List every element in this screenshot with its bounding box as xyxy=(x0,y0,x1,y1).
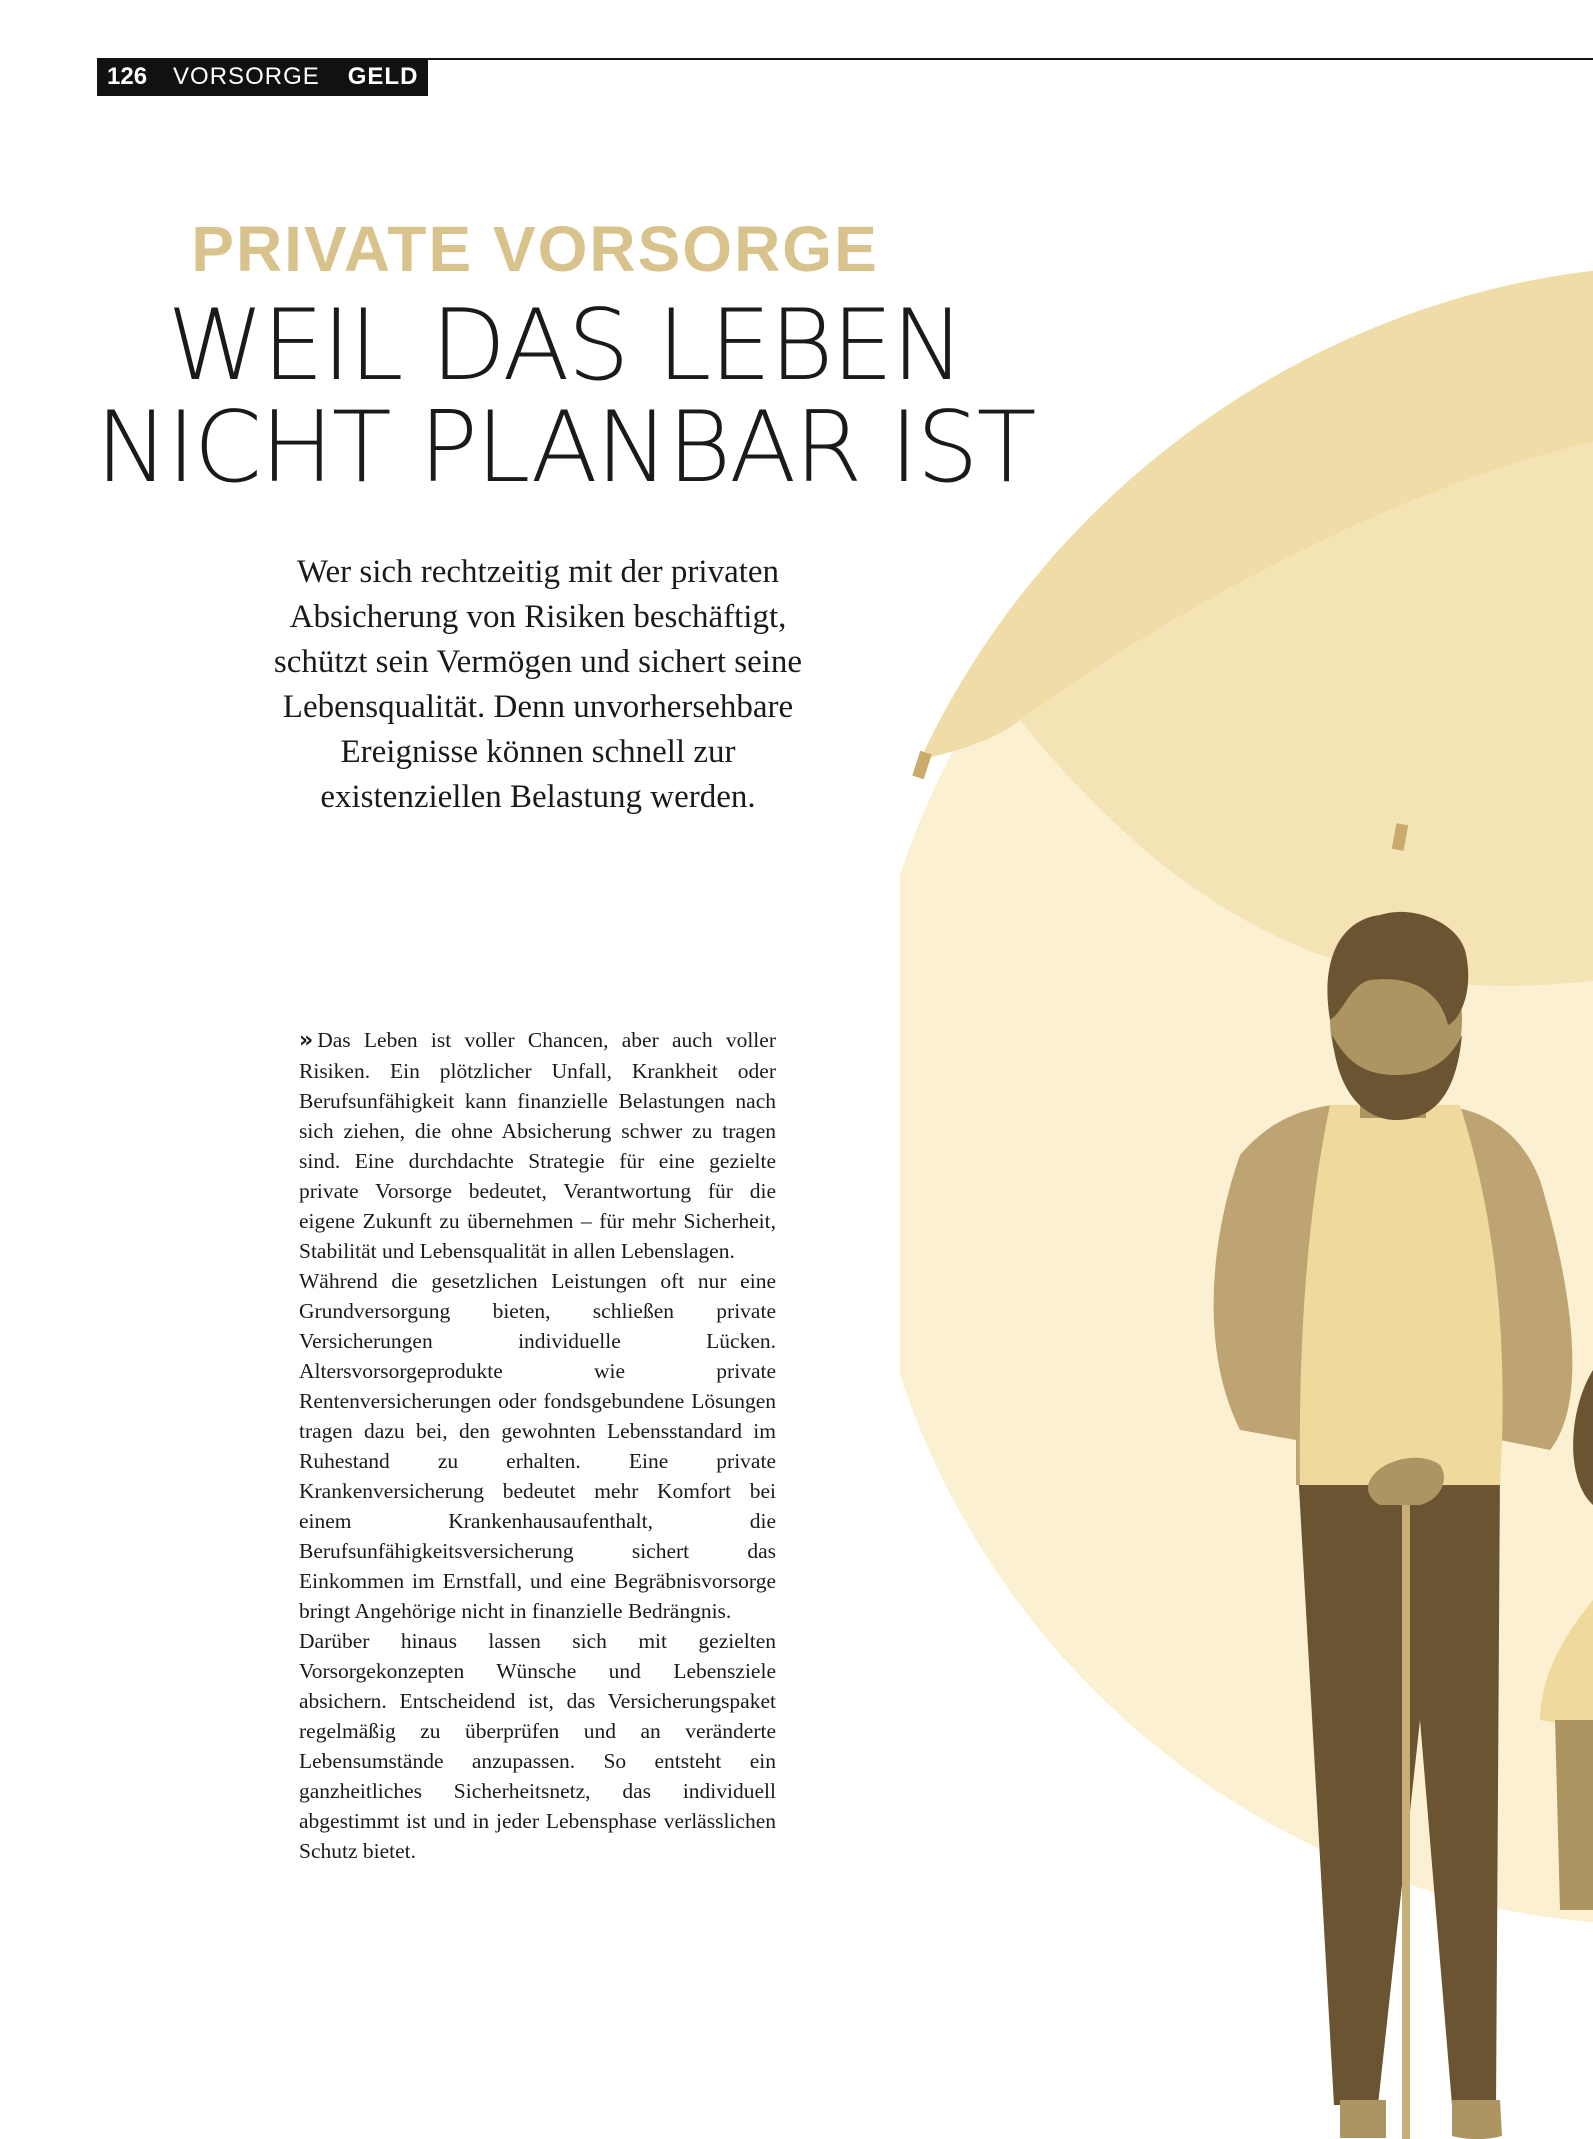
man-shirt xyxy=(1300,1105,1503,1485)
page-number: 126 xyxy=(107,63,148,90)
umbrella-illustration xyxy=(900,120,1593,2139)
headline-line-2: NICHT PLANBAR IST xyxy=(95,391,1035,505)
man-shoe-left xyxy=(1340,2100,1386,2138)
man-shoe-right xyxy=(1452,2100,1502,2139)
kicker: PRIVATE VORSORGE xyxy=(191,213,879,285)
body-paragraph-1-text: Das Leben ist voller Chancen, aber auch voller Risiken. Ein plötzlicher Unfall, Krankheit oder Berufsunfähigkeit kann finanzielle Belastungen nach sich ziehen, die ohne Absicherung schwer zu tragen sind. Eine durchdachte Strategie für eine gezielte private Vorsorge bedeutet, Verantwortung für die eigene Zukunft zu übernehmen – für mehr Sicherheit, Stabilität und Lebensqualität in allen Lebenslagen. xyxy=(299,1028,776,1263)
category-label: GELD xyxy=(347,63,419,90)
body-paragraph-2: Während die gesetzlichen Leistungen oft nur eine Grundversorgung bieten, schließen private Versicherungen individuelle Lücken. Altersvorsorgeprodukte wie private Rentenversicherungen oder fondsgebundene Lösungen tragen dazu bei, den gewohnten Lebensstandard im Ruhestand zu erhalten. Eine private Krankenversicherung bedeutet mehr Komfort bei einem Krankenhausaufenthalt, die Berufsunfähigkeitsversicherung sichert das Einkommen im Ernstfall, und eine Begräbnisvorsorge bringt Angehörige nicht in finanzielle Bedrängnis. xyxy=(299,1269,776,1623)
umbrella-tip-left xyxy=(912,751,931,779)
walking-cane xyxy=(1402,1500,1410,2139)
quote-marker-icon: » xyxy=(299,1028,314,1053)
lead-paragraph: Wer sich rechtzeitig mit der privaten Absicherung von Risiken beschäftigt, schützt sein Vermögen und sichert seine Lebensqualität. Denn unvorhersehbare Ereignisse können schnell zur existenziellen Belastung werden. xyxy=(273,554,803,815)
body-paragraph-1 xyxy=(299,1025,776,1266)
article-body xyxy=(299,1025,776,1866)
second-figure-arm xyxy=(1555,1720,1593,1910)
man-trousers xyxy=(1298,1470,1500,2105)
body-paragraph-3: Darüber hinaus lassen sich mit gezielten Vorsorgekonzepten Wünsche und Lebensziele absichern. Entscheidend ist, das Versicherungspaket regelmäßig zu überprüfen und an veränderte Lebensumstände anzupassen. So entsteht ein ganzheitliches Sicherheitsnetz, das individuell abgestimmt ist und in jeder Lebensphase verlässlichen Schutz bietet. xyxy=(299,1629,776,1863)
section-tag xyxy=(97,58,428,96)
headline-line-1: WEIL DAS LEBEN xyxy=(167,289,963,403)
section-label: VORSORGE xyxy=(173,63,320,90)
